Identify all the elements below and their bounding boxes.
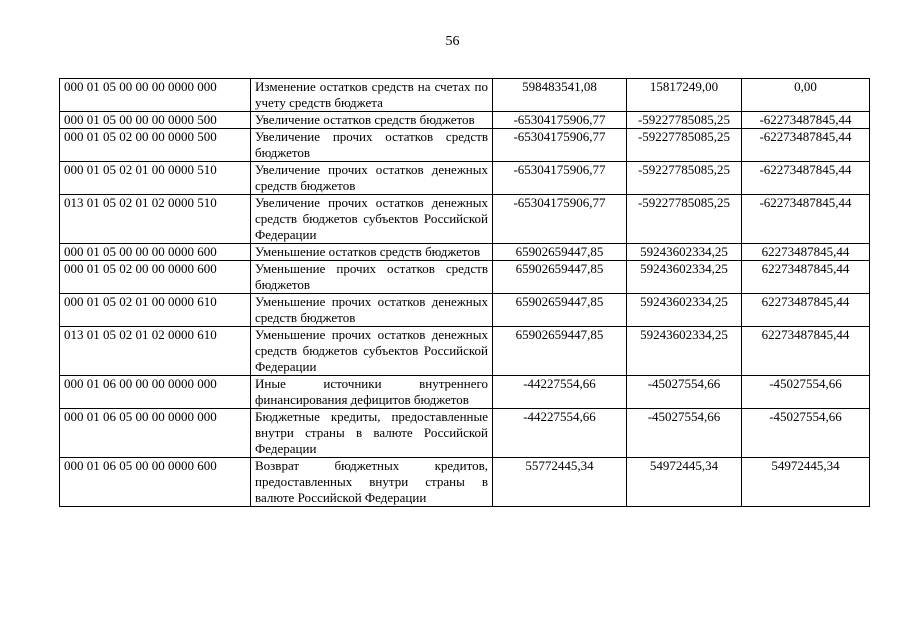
amount-cell-1: -65304175906,77 (493, 112, 627, 129)
amount-cell-2: -59227785085,25 (627, 129, 742, 162)
budget-code-cell: 000 01 05 00 00 00 0000 000 (60, 79, 251, 112)
table-row (60, 261, 870, 294)
budget-code-cell: 000 01 05 00 00 00 0000 500 (60, 112, 251, 129)
budget-code-cell: 000 01 05 02 01 00 0000 510 (60, 162, 251, 195)
table-row (60, 409, 870, 458)
amount-cell-1: 65902659447,85 (493, 294, 627, 327)
table-row (60, 376, 870, 409)
amount-cell-3: 62273487845,44 (742, 294, 870, 327)
amount-cell-2: -45027554,66 (627, 376, 742, 409)
item-name-cell: Уменьшение остатков средств бюджетов (251, 244, 493, 261)
amount-cell-3: 62273487845,44 (742, 244, 870, 261)
budget-code-cell: 013 01 05 02 01 02 0000 510 (60, 195, 251, 244)
item-name-cell: Уменьшение прочих остатков денежных средств бюджетов (251, 294, 493, 327)
amount-cell-3: -45027554,66 (742, 409, 870, 458)
amount-cell-3: -45027554,66 (742, 376, 870, 409)
amount-cell-2: 59243602334,25 (627, 294, 742, 327)
amount-cell-2: -59227785085,25 (627, 195, 742, 244)
amount-cell-3: -62273487845,44 (742, 112, 870, 129)
amount-cell-3: 0,00 (742, 79, 870, 112)
amount-cell-1: 598483541,08 (493, 79, 627, 112)
table-row (60, 195, 870, 244)
budget-code-cell: 000 01 05 02 00 00 0000 500 (60, 129, 251, 162)
table-row (60, 162, 870, 195)
amount-cell-3: 62273487845,44 (742, 261, 870, 294)
amount-cell-1: 65902659447,85 (493, 327, 627, 376)
amount-cell-1: 65902659447,85 (493, 261, 627, 294)
item-name-cell: Уменьшение прочих остатков средств бюджетов (251, 261, 493, 294)
budget-code-cell: 000 01 05 02 00 00 0000 600 (60, 261, 251, 294)
amount-cell-1: -44227554,66 (493, 376, 627, 409)
budget-code-cell: 000 01 05 00 00 00 0000 600 (60, 244, 251, 261)
item-name-cell: Увеличение прочих остатков денежных средств бюджетов (251, 162, 493, 195)
amount-cell-3: 62273487845,44 (742, 327, 870, 376)
item-name-cell: Изменение остатков средств на счетах по учету средств бюджета (251, 79, 493, 112)
amount-cell-1: -65304175906,77 (493, 129, 627, 162)
item-name-cell: Возврат бюджетных кредитов, предоставленных внутри страны в валюте Российской Федерации (251, 458, 493, 507)
item-name-cell: Иные источники внутреннего финансирования дефицитов бюджетов (251, 376, 493, 409)
budget-sources-table (59, 78, 870, 507)
amount-cell-1: 55772445,34 (493, 458, 627, 507)
item-name-cell: Увеличение прочих остатков средств бюджетов (251, 129, 493, 162)
table-row (60, 79, 870, 112)
amount-cell-2: 59243602334,25 (627, 244, 742, 261)
amount-cell-2: 59243602334,25 (627, 327, 742, 376)
amount-cell-1: -65304175906,77 (493, 195, 627, 244)
amount-cell-1: -65304175906,77 (493, 162, 627, 195)
table-row (60, 112, 870, 129)
amount-cell-3: 54972445,34 (742, 458, 870, 507)
budget-code-cell: 013 01 05 02 01 02 0000 610 (60, 327, 251, 376)
page-number: 56 (445, 34, 460, 49)
amount-cell-2: -59227785085,25 (627, 112, 742, 129)
budget-code-cell: 000 01 06 05 00 00 0000 000 (60, 409, 251, 458)
item-name-cell: Уменьшение прочих остатков денежных средств бюджетов субъектов Российской Федерации (251, 327, 493, 376)
table-row (60, 244, 870, 261)
table-row (60, 294, 870, 327)
amount-cell-2: 54972445,34 (627, 458, 742, 507)
item-name-cell: Бюджетные кредиты, предоставленные внутри страны в валюте Российской Федерации (251, 409, 493, 458)
table-row (60, 129, 870, 162)
amount-cell-3: -62273487845,44 (742, 195, 870, 244)
amount-cell-3: -62273487845,44 (742, 162, 870, 195)
amount-cell-2: 15817249,00 (627, 79, 742, 112)
budget-code-cell: 000 01 06 05 00 00 0000 600 (60, 458, 251, 507)
table-row (60, 327, 870, 376)
item-name-cell: Увеличение остатков средств бюджетов (251, 112, 493, 129)
budget-code-cell: 000 01 05 02 01 00 0000 610 (60, 294, 251, 327)
amount-cell-2: -45027554,66 (627, 409, 742, 458)
item-name-cell: Увеличение прочих остатков денежных средств бюджетов субъектов Российской Федерации (251, 195, 493, 244)
amount-cell-1: 65902659447,85 (493, 244, 627, 261)
amount-cell-1: -44227554,66 (493, 409, 627, 458)
amount-cell-2: 59243602334,25 (627, 261, 742, 294)
budget-code-cell: 000 01 06 00 00 00 0000 000 (60, 376, 251, 409)
amount-cell-3: -62273487845,44 (742, 129, 870, 162)
table-row (60, 458, 870, 507)
amount-cell-2: -59227785085,25 (627, 162, 742, 195)
